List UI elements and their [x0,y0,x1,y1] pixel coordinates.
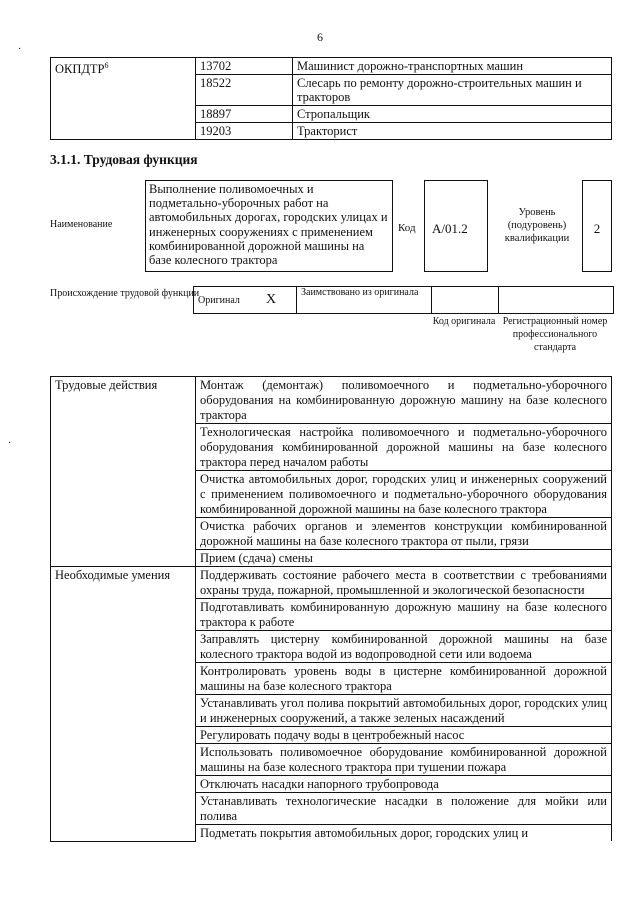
function-code: А/01.2 [424,180,488,272]
page-number: 6 [317,30,323,44]
margin-mark: · [18,44,22,55]
list-item: Монтаж (демонтаж) поливомоечного и подметально-уборочного оборудования на комбинированную дорожную машину на базе колесного трактора [196,377,612,424]
table-row [51,58,612,75]
okpdtr-label-cell: ОКПДТР$^6$ [51,58,196,140]
list-item: Подметать покрытия автомобильных дорог, городских улиц и [196,825,612,842]
okpdtr-name: Машинист дорожно-транспортных машин [293,58,612,75]
code-original-cell [432,287,499,314]
labor-function-table [50,376,612,842]
code-original-label: Код оригинала [432,316,496,327]
function-name: Выполнение поливомоечных и подметально-уборочных работ на автомобильных дорогах, городских улицах и инженерных сооружениях с применением комбинированной дорожной машины на базе колесного трактора [145,180,393,272]
list-item: Очистка автомобильных дорог, городских улиц и инженерных сооружений с применением поливомоечного и подметально-уборочного оборудования комбинированной дорожной машины на базе колесного трактора [196,471,612,518]
borrowed-label: Заимствовано из оригинала [297,287,432,314]
table-row [51,567,612,599]
list-item: Регулировать подачу воды в центробежный насос [196,727,612,744]
list-item: Устанавливать угол полива покрытий автомобильных дорог, городских улиц и инженерных сооружений, а также зеленых насаждений [196,695,612,727]
table-row [51,377,612,424]
okpdtr-code: 18897 [196,106,293,123]
original-mark: X [262,287,297,314]
original-label: Оригинал [194,287,263,314]
level-label: Уровень (подуровень) квалификации [504,207,570,244]
list-item: Устанавливать технологические насадки в положение для мойки или полива [196,793,612,825]
level-value: 2 [582,180,612,272]
okpdtr-code: 18522 [196,75,293,106]
okpdtr-name: Тракторист [293,123,612,140]
reg-number-cell [499,287,614,314]
list-item: Использовать поливомоечное оборудование комбинированной дорожной машины на базе колесного трактора при тушении пожара [196,744,612,776]
okpdtr-name: Слесарь по ремонту дорожно-строительных машин и тракторов [293,75,612,106]
okpdtr-code: 19203 [196,123,293,140]
reg-number-label: Регистрационный номер профессионального стандарта [502,316,608,353]
origin-label: Происхождение трудовой функции [50,288,200,299]
list-item: Подготавливать комбинированную дорожную машину на базе колесного трактора к работе [196,599,612,631]
origin-table [193,286,614,314]
list-item: Отключать насадки напорного трубопровода [196,776,612,793]
list-item: Прием (сдача) смены [196,550,612,567]
skills-label: Необходимые умения [51,567,196,842]
okpdtr-name: Стропальщик [293,106,612,123]
section-title: 3.1.1. Трудовая функция [50,152,198,167]
code-label: Код [398,222,416,234]
table-row [194,287,614,314]
okpdtr-table [50,57,612,140]
list-item: Очистка рабочих органов и элементов конструкции комбинированной дорожной машины на базе колесного трактора от пыли, грязи [196,518,612,550]
list-item: Технологическая настройка поливомоечного и подметально-уборочного оборудования комбинированной дорожной машины на базе колесного трактора перед началом работы [196,424,612,471]
labor-actions-label: Трудовые действия [51,377,196,567]
name-label: Наименование [50,219,113,230]
list-item: Контролировать уровень воды в цистерне комбинированной дорожной машины на базе колесного трактора [196,663,612,695]
okpdtr-code: 13702 [196,58,293,75]
list-item: Заправлять цистерну комбинированной дорожной машины на базе колесного трактора водой из водопроводной сети или водоема [196,631,612,663]
margin-mark: · [8,438,12,449]
list-item: Поддерживать состояние рабочего места в соответствии с требованиями охраны труда, пожарной, промышленной и экологической безопасности [196,567,612,599]
